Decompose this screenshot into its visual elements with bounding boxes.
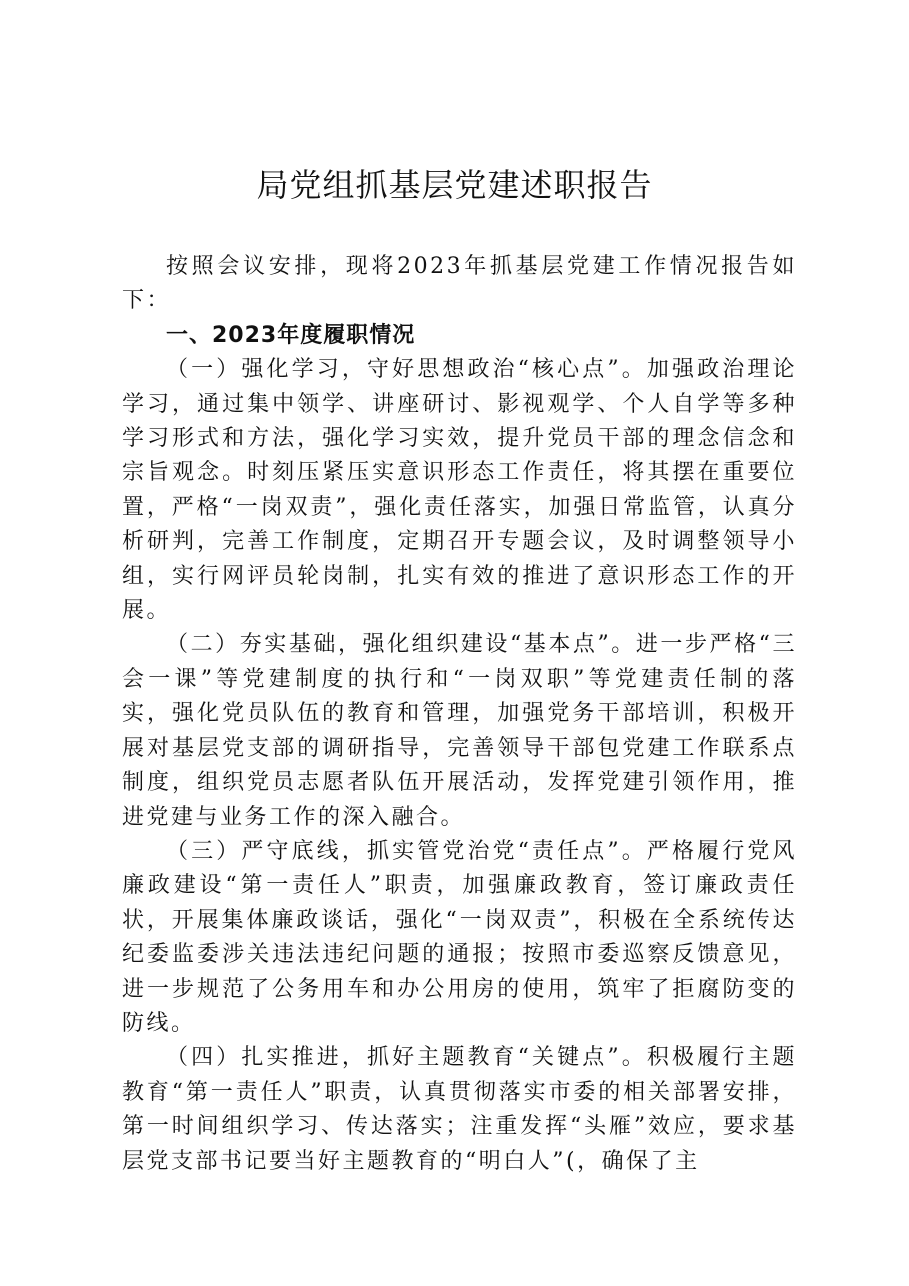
body-paragraph: （四）扎实推进，抓好主题教育“关键点”。积极履行主题教育“第一责任人”职责，认真贯彻落实市委的相关部署安排，第一时间组织学习、传达落实；注重发挥“头雁”效应，要求基层党支部书记要当好主题教育的“明白人”(，确保了主 [122,1045,797,1174]
section-heading: 一、2023年度履职情况 [166,322,416,348]
body-paragraph: （一）强化学习，守好思想政治“核心点”。加强政治理论学习，通过集中领学、讲座研讨、影视观学、个人自学等多种学习形式和方法，强化学习实效，提升党员干部的理念信念和宗旨观念。时刻压紧压实意识形态工作责任，将其摆在重要位置，严格“一岗双责”，强化责任落实，加强日常监管，认真分析研判，完善工作制度，定期召开专题会议，及时调整领导小组，实行网评员轮岗制，扎实有效的推进了意识形态工作的开展。 [122,357,797,624]
body-paragraph: （三）严守底线，抓实管党治党“责任点”。严格履行党风廉政建设“第一责任人”职责，加强廉政教育，签订廉政责任状，开展集体廉政谈话，强化“一岗双责”，积极在全系统传达纪委监委涉关违法违纪问题的通报；按照市委巡察反馈意见，进一步规范了公务用车和办公用房的使用，筑牢了拒腐防变的防线。 [122,838,797,1036]
intro-paragraph: 按照会议安排，现将2023年抓基层党建工作情况报告如下： [122,254,797,314]
document-title: 局党组抓基层党建述职报告 [256,166,653,204]
document-body [122,250,797,1179]
body-paragraph: （二）夯实基础，强化组织建设“基本点”。进一步严格“三会一课”等党建制度的执行和“一岗双职”等党建责任制的落实，强化党员队伍的教育和管理，加强党务干部培训，积极开展对基层党支部的调研指导，完善领导干部包党建工作联系点制度，组织党员志愿者队伍开展活动，发挥党建引领作用，推进党建与业务工作的深入融合。 [122,632,797,830]
